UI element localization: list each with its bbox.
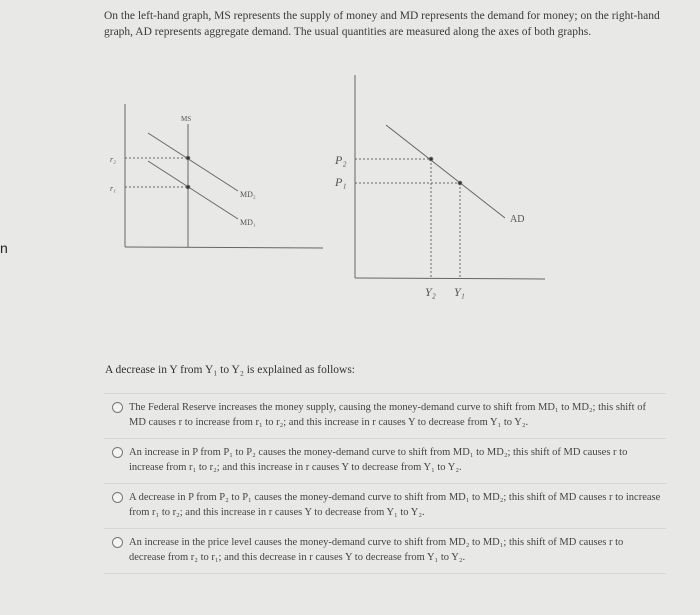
option-text: An increase in P from P₁ to P₂ causes the money-demand curve to shift from MD₁ to MD₂; this shift of MD causes r to increase from r₁ to r₂; and this increase in r causes Y to decrease from Y₁ to Y₂. [129, 447, 628, 473]
answer-option-4[interactable] [104, 528, 666, 574]
x-axis [125, 247, 323, 248]
r1-label: r₁ [110, 184, 116, 193]
radio-button[interactable] [112, 537, 123, 548]
point-p2 [429, 157, 433, 161]
question-text: A decrease in Y from Y₁ to Y₂ is explained as follows: [105, 364, 355, 376]
p1-label: P₁ [335, 175, 347, 189]
radio-button[interactable] [112, 447, 123, 458]
money-market-graph [125, 104, 323, 248]
option-text: The Federal Reserve increases the money supply, causing the money-demand curve to shift from MD₁ to MD₂; this shift of MD causes r to increase from r₁ to r₂; and this increase in r causes Y to decrease from Y₁ to Y₂. [129, 402, 646, 428]
radio-button[interactable] [112, 492, 123, 503]
p2-label: P₂ [335, 153, 347, 167]
point-r2 [186, 156, 190, 160]
option-text: An increase in the price level causes the money-demand curve to shift from MD₂ to MD₁; this shift of MD causes r to decrease from r₂ to r₁; and this decrease in r causes Y to decrease from Y₁ to Y₂. [129, 537, 624, 563]
md2-curve [148, 133, 238, 191]
point-p1 [458, 181, 462, 185]
answer-option-1[interactable] [104, 393, 666, 438]
x-axis [355, 278, 545, 279]
ad-graph [355, 75, 545, 279]
y2-label: Y₂ [425, 285, 436, 299]
intro-text: On the left-hand graph, MS represents the supply of money and MD represents the demand for money; on the right-hand graph, AD represents aggregate demand. The usual quantities are measured along the axes of both graphs. [104, 10, 660, 38]
cropped-edge-text: n [0, 240, 8, 256]
ad-label: AD [510, 214, 525, 225]
answer-option-2[interactable] [104, 438, 666, 483]
ad-curve [386, 125, 505, 218]
md1-curve [148, 161, 238, 219]
y1-label: Y₁ [454, 285, 465, 299]
option-text: A decrease in P from P₂ to P₁ causes the money-demand curve to shift from MD₁ to MD₂; this shift of MD causes r to increase from r₁ to r₂; and this increase in r causes Y to decrease from Y₁ to Y₂. [129, 492, 661, 518]
radio-button[interactable] [112, 402, 123, 413]
md1-label: MD₁ [240, 218, 256, 227]
point-r1 [186, 185, 190, 189]
md2-label: MD₂ [240, 190, 256, 199]
ms-label: MS [181, 115, 192, 123]
answer-options [104, 393, 666, 574]
answer-option-3[interactable] [104, 483, 666, 528]
r2-label: r₂ [110, 155, 116, 164]
